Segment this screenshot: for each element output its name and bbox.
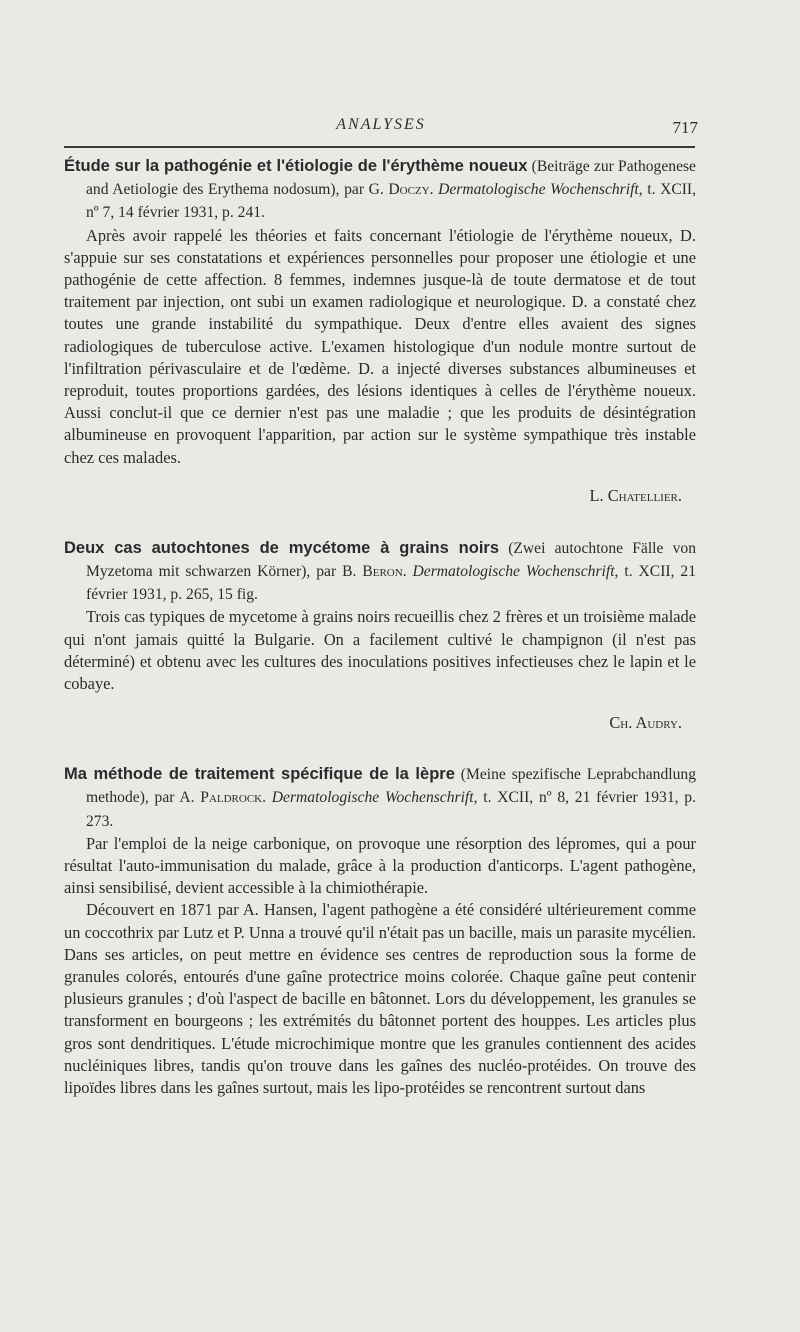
reviewer-signature: L. Chatellier. (589, 486, 682, 506)
article-title: Ma méthode de traitement spécifique de la lèpre (64, 765, 455, 784)
article-reference: (Zwei autochtone Fälle von Myzetoma mit schwarzen Körner), par B. Beron. Dermatologische Wochenschrift, t. XCII, 21 février 1931, p. 265, 15 fig. (86, 539, 696, 604)
journal-name: Dermatologische Wochenschrift (412, 563, 615, 581)
article-column (64, 155, 696, 1099)
article-lepre (64, 763, 696, 1099)
article-paragraph: Par l'emploi de la neige carbonique, on provoque une résorption des lépromes, qui a pour résultat l'auto-immunisation du malade, grâce à la production d'anticorps. L'agent pathogène, ainsi sensibilisé, devient accessible à la chimiothérapie. (64, 833, 696, 898)
running-title: ANALYSES (336, 116, 426, 133)
article-mycetome (64, 537, 696, 734)
page-number: 717 (672, 118, 698, 137)
journal-name: Dermatologische Wochenschrift (438, 181, 639, 199)
journal-name: Dermatologische Wochenschrift (271, 789, 474, 807)
article-author: Paldrock (200, 789, 263, 807)
header-rule (64, 146, 695, 148)
article-paragraph: Après avoir rappelé les théories et faits concernant l'étiologie de l'érythème noueux, D. s'appuie sur ses constatations et expériences personnelles pour proposer une étiologie et une pathogénie de cette affection. 8 femmes, indemnes jusque-là de toute dermatose et de tout traitement par injection, ont subi un examen radiologique et neurologique. D. a constaté chez toutes une grande instabilité du sympathique. Deux d'entre elles avaient des signes radiologiques de tuberculose active. L'examen histologique d'un nodule montre surtout de l'infiltration périvasculaire et de l'œdème. D. a injecté diverses substances albumineuses et reproduit, toutes proportions gardées, des lésions identiques à celles de l'érythème noueux. Aussi conclut-il que ce dernier n'est pas une maladie ; que les produits de désintégration albumineuse en provoquent l'apparition, par action sur le système sympathique très instable chez ces malades. (64, 225, 696, 467)
article-reference: (Beiträge zur Pathogenese and Aetiologie des Erythema nodosum), par G. Doczy. Dermatologische Wochenschrift, t. XCII, nº 7, 14 février 1931, p. 241. (86, 158, 697, 222)
article-author: Beron (362, 563, 403, 581)
article-erytheme-noueux (64, 155, 696, 507)
article-author: Doczy (388, 181, 430, 199)
article-heading (64, 155, 696, 225)
article-paragraph: Découvert en 1871 par A. Hansen, l'agent pathogène a été considéré ultérieurement comme un coccothrix par Lutz et P. Unna a trouvé qu'il n'était pas un bacille, mais un parasite mycélien. Dans ses articles, on peut mettre en évidence ses centres de reproduction sous la forme de granules colorés, entourés d'une gaîne protectrice moins colorée. Chaque gaîne peut contenir plusieurs granules ; d'où l'aspect de bacille en bâtonnet. Lors du développement, les granules se transforment en bourgeons ; les extrémités du bâtonnet portent des houppes. Les articles plus gros sont dendritiques. L'étude microchimique montre que les granules contiennent des acides nucléiniques libres, tandis qu'on trouve dans les gaînes des nucléo-protéides. On trouve des lipoïdes libres dans les gaînes surtout, mais les lipo-protéides se rencontrent surtout dans (64, 900, 696, 1098)
article-title: Étude sur la pathogénie et l'étiologie de l'érythème noueux (64, 157, 528, 175)
article-heading (64, 763, 696, 833)
running-head (64, 116, 698, 138)
article-title: Deux cas autochtones de mycétome à grains noirs (64, 538, 500, 557)
article-heading (64, 537, 696, 607)
article-paragraph: Trois cas typiques de mycetome à grains noirs recueillis chez 2 frères et un troisième malade qui n'ont jamais quitté la Bulgarie. On a facilement cultivé le champignon (il n'est pas déterminé) et obtenu avec les cultures des inoculations positives infectieuses chez le lapin et le cobaye. (64, 607, 696, 694)
article-reference: (Meine spezifische Leprabchandlung methode), par A. Paldrock. Dermatologische Wochenschrift, t. XCII, nº 8, 21 février 1931, p. 273. (86, 766, 696, 830)
reviewer-signature: Ch. Audry. (609, 712, 682, 732)
